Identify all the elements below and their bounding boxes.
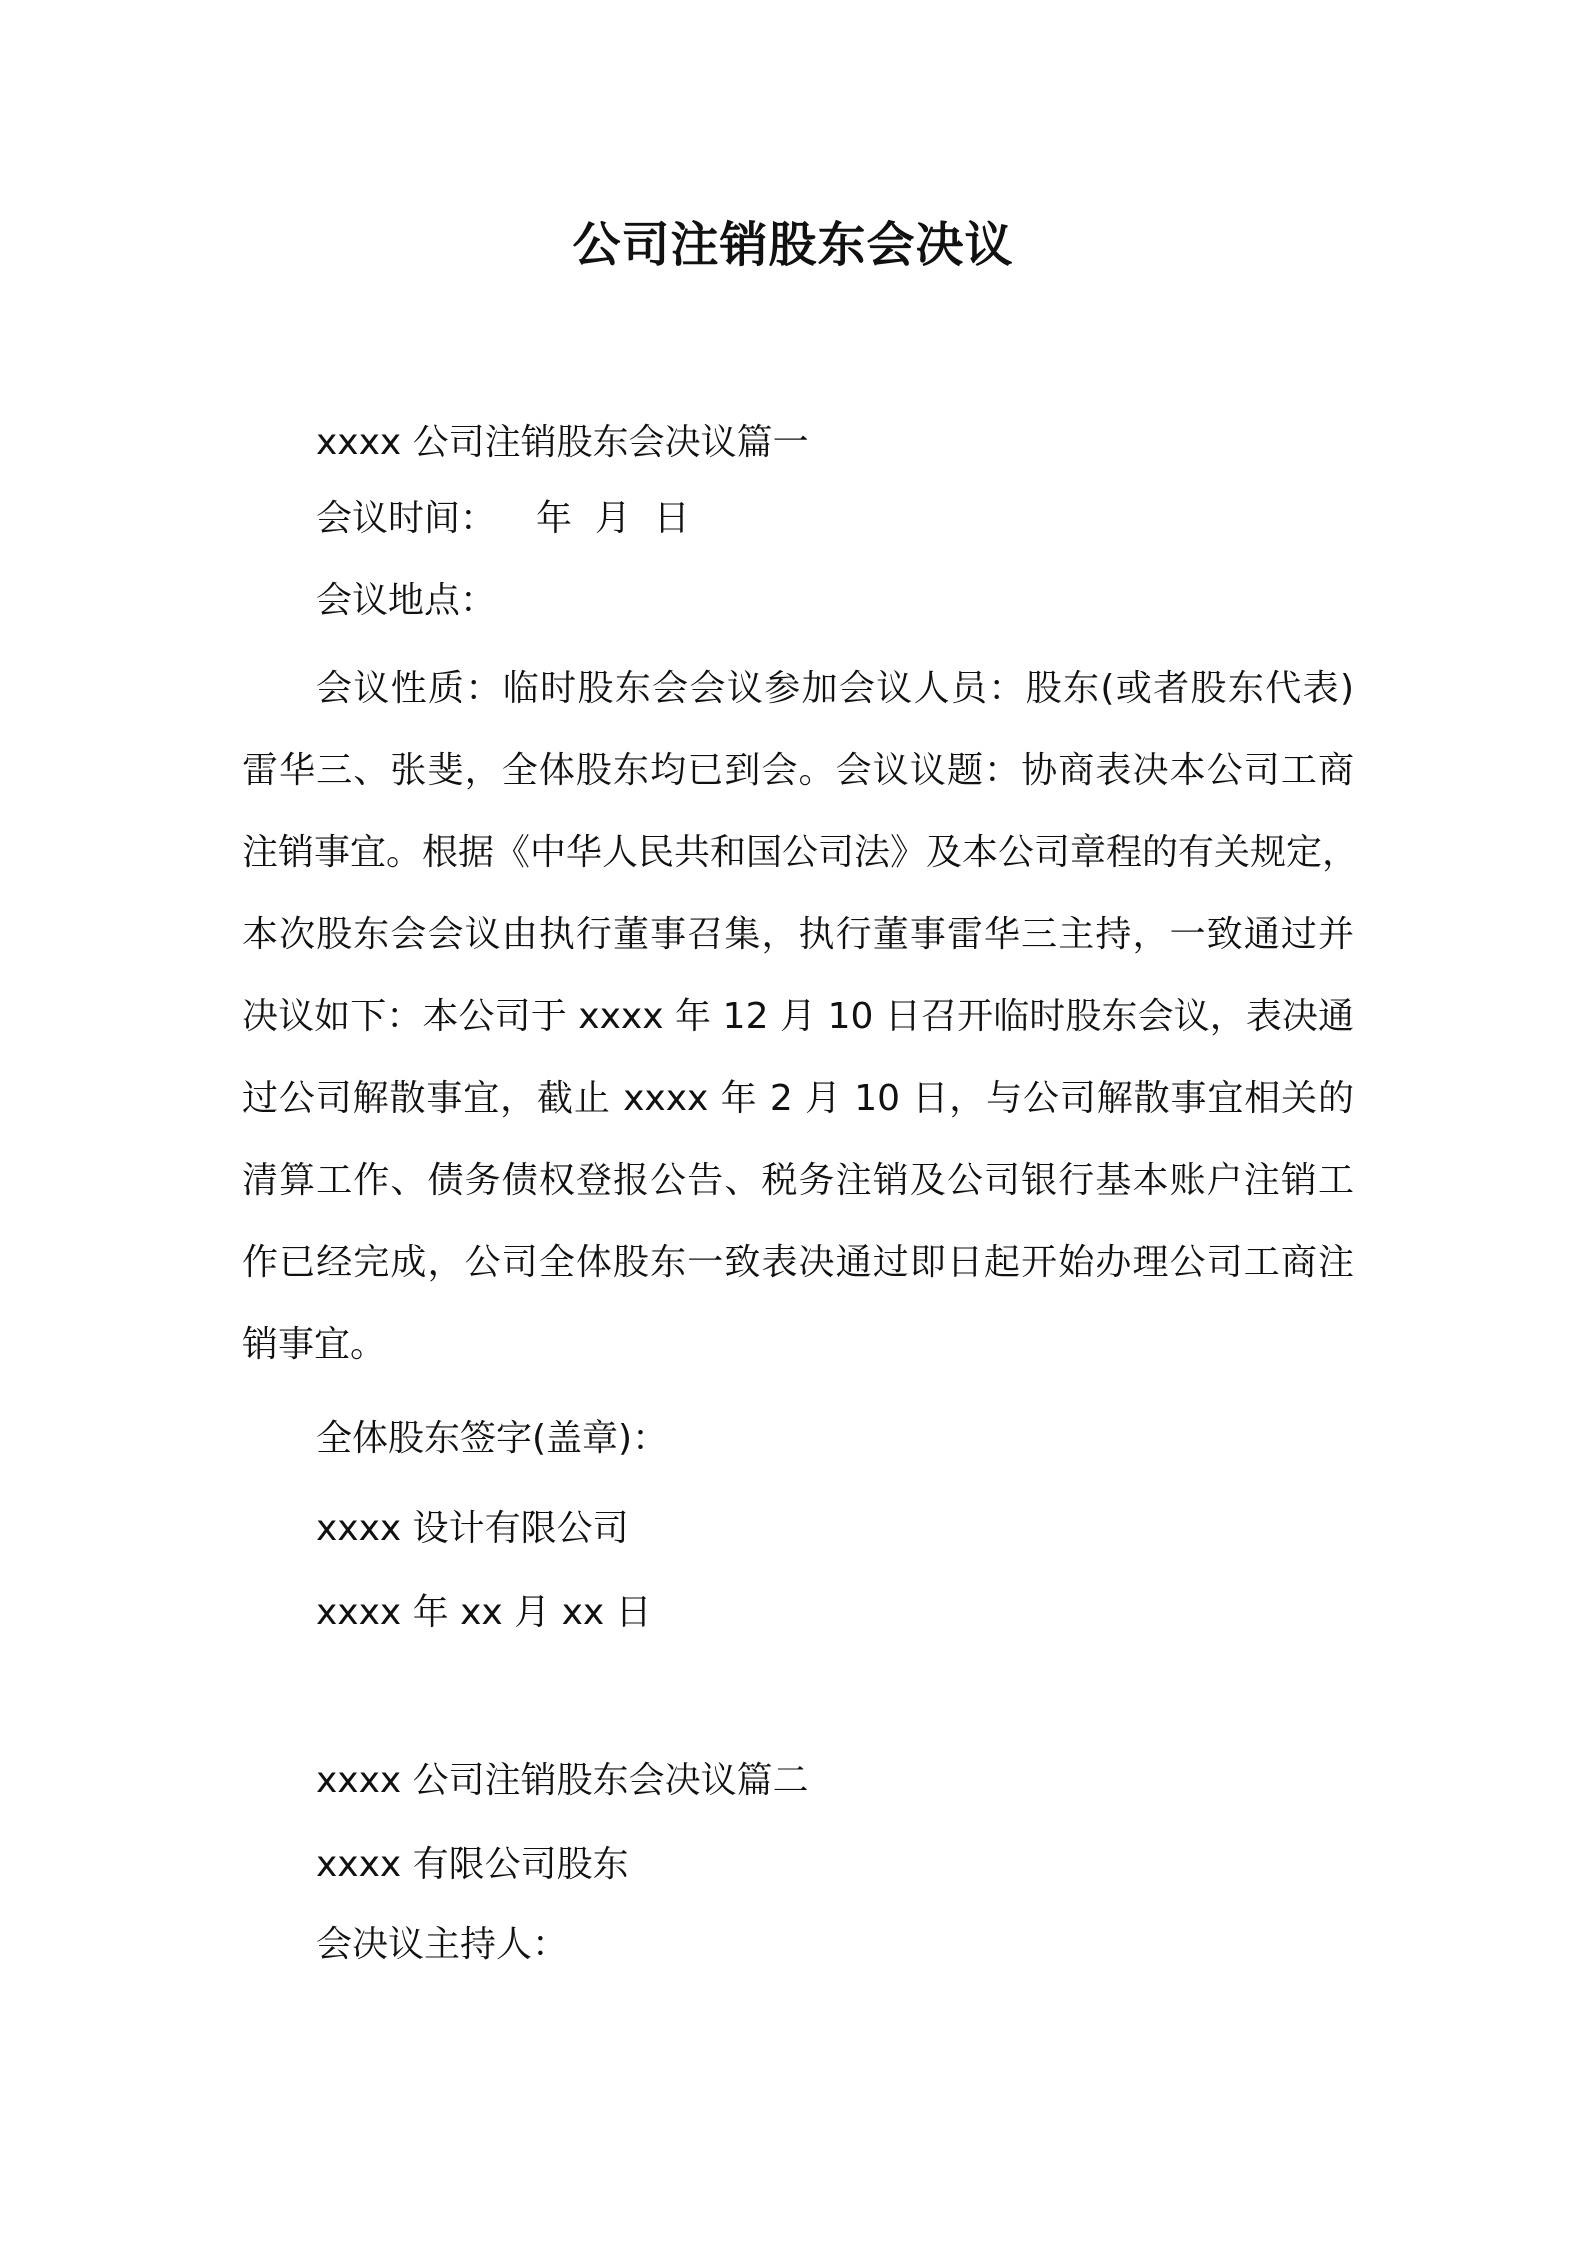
signature-label: 全体股东签字(盖章)： [316,1418,669,1459]
body-line: 注销事宜。根据《中华人民共和国公司法》及本公司章程的有关规定， [242,832,1359,873]
section2-heading: xxxx 公司注销股东会决议篇二 [316,1760,809,1801]
company-name: xxxx 设计有限公司 [316,1508,629,1549]
section1-heading: xxxx 公司注销股东会决议篇一 [316,422,809,463]
host-label: 会决议主持人： [316,1924,569,1965]
body-line: 过公司解散事宜，截止 xxxx 年 2 月 10 日，与公司解散事宜相关的 [242,1078,1354,1119]
body-line: 会议性质：临时股东会会议参加会议人员：股东(或者股东代表) [316,668,1354,709]
body-line: 清算工作、债务债权登报公告、税务注销及公司银行基本账户注销工 [242,1160,1354,1201]
body-line: 作已经完成，公司全体股东一致表决通过即日起开始办理公司工商注 [242,1242,1354,1283]
body-line: 本次股东会会议由执行董事召集，执行董事雷华三主持，一致通过并 [242,914,1354,955]
signature-date: xxxx 年 xx 月 xx 日 [316,1592,652,1633]
body-line: 销事宜。 [242,1324,387,1365]
resolution-body [242,648,1359,1386]
meeting-time-label: 会议时间： [316,498,497,539]
meeting-time-value: 年 月 日 [536,498,690,539]
meeting-time [316,494,690,544]
document-title: 公司注销股东会决议 [572,217,1014,273]
body-line: 决议如下：本公司于 xxxx 年 12 月 10 日召开临时股东会议，表决通 [242,996,1354,1037]
meeting-place-label: 会议地点： [316,580,497,621]
section2-company-line: xxxx 有限公司股东 [316,1844,629,1885]
body-line: 雷华三、张斐，全体股东均已到会。会议议题：协商表决本公司工商 [242,750,1354,791]
